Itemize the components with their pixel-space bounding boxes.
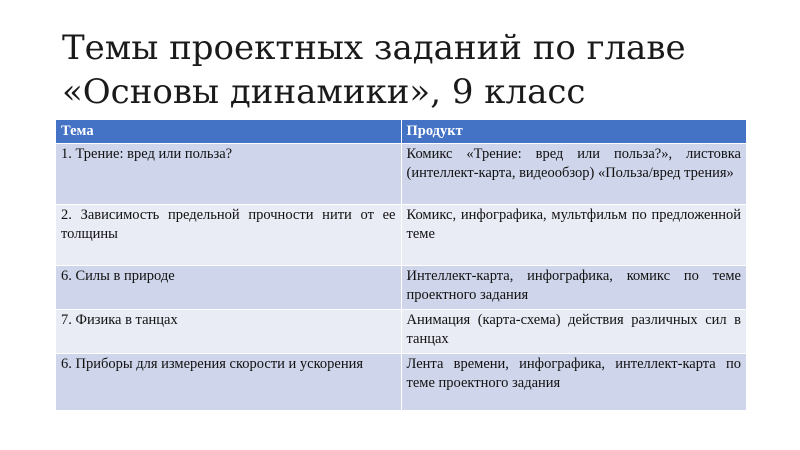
projects-table-container [56,120,746,410]
topic-cell: 1. Трение: вред или польза? [56,144,401,205]
table-row [56,354,746,411]
table-row [56,266,746,310]
slide-title-line-2: «Основы динамики», 9 класс [62,72,586,112]
topic-cell: 7. Физика в танцах [56,310,401,354]
slide-title [62,26,762,114]
product-cell: Анимация (карта-схема) действия различных сил в танцах [401,310,746,354]
table-row [56,310,746,354]
product-cell: Интеллект-карта, инфографика, комикс по теме проектного задания [401,266,746,310]
topic-cell: 6. Силы в природе [56,266,401,310]
product-cell: Лента времени, инфографика, интеллект-карта по теме проектного задания [401,354,746,411]
table-row [56,205,746,266]
column-header-topic: Тема [56,120,401,144]
topic-cell: 2. Зависимость предельной прочности нити от ее толщины [56,205,401,266]
projects-table [56,120,746,410]
table-header-row [56,120,746,144]
table-row [56,144,746,205]
slide-title-line-1: Темы проектных заданий по главе [62,28,686,68]
product-cell: Комикс «Трение: вред или польза?», листовка (интеллект-карта, видеообзор) «Польза/вред трения» [401,144,746,205]
topic-cell: 6. Приборы для измерения скорости и ускорения [56,354,401,411]
product-cell: Комикс, инфографика, мультфильм по предложенной теме [401,205,746,266]
column-header-product: Продукт [401,120,746,144]
